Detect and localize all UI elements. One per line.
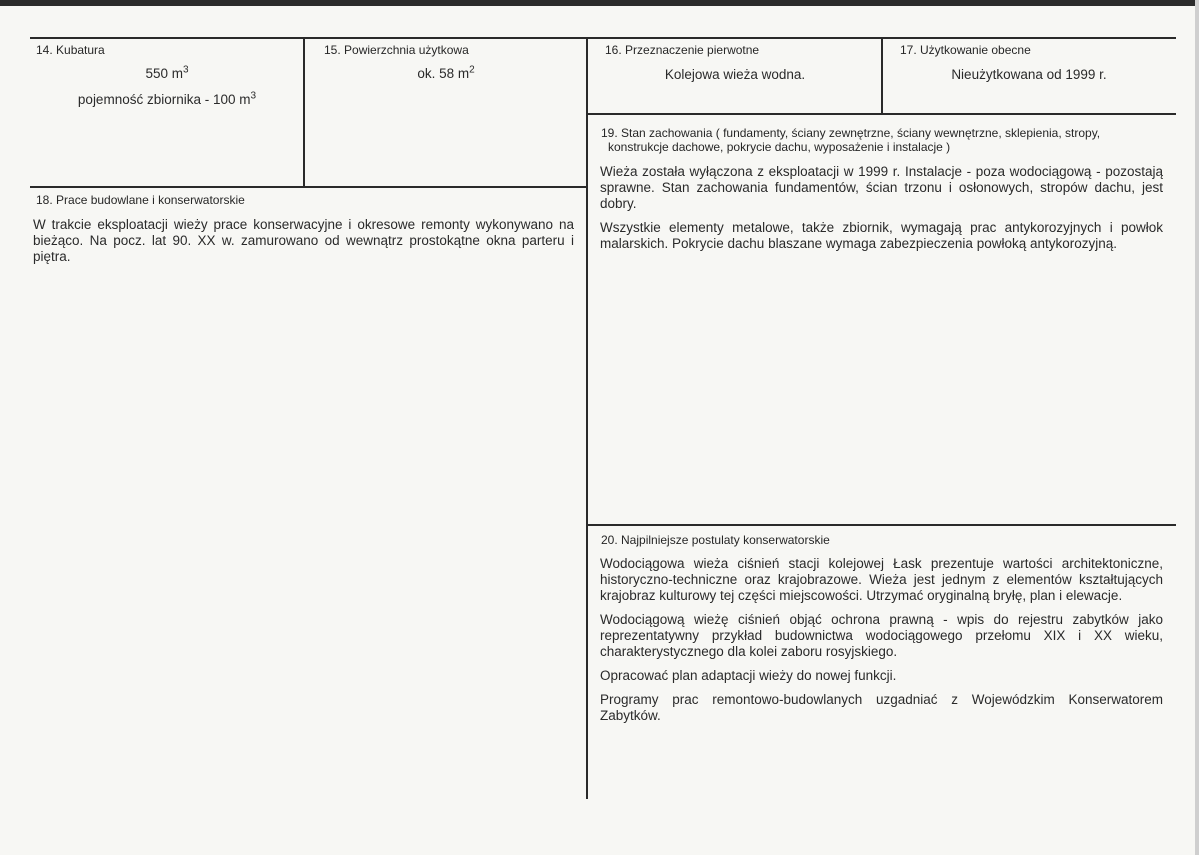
field-20-label: 20. Najpilniejsze postulaty konserwatorskie bbox=[601, 533, 830, 547]
field-14-volume-text: 550 m bbox=[145, 66, 183, 81]
field-20-text bbox=[600, 556, 1163, 732]
field-18-paragraph: W trakcie eksploatacji wieży prace konserwacyjne i okresowe remonty wykonywano na bieżąco. Na pocz. lat 90. XX w. zamurowano od wewnątrz prostokątne okna parteru i piętra. bbox=[33, 217, 574, 264]
divider-16-17 bbox=[881, 37, 883, 114]
field-18-text bbox=[33, 217, 574, 273]
field-19-text bbox=[600, 164, 1163, 260]
field-19-paragraph: Wszystkie elementy metalowe, także zbiornik, wymagają prac antykorozyjnych i powłok malarskich. Pokrycie dachu blaszane wymaga zabezpieczenia powłoką antykorozyjną. bbox=[600, 220, 1163, 251]
divider-16-19 bbox=[586, 113, 1176, 115]
field-20-paragraph: Programy prac remontowo-budowlanych uzgadniać z Wojewódzkim Konserwatorem Zabytków. bbox=[600, 692, 1163, 723]
field-14-label: 14. Kubatura bbox=[36, 43, 105, 57]
field-14-tank-exp: 3 bbox=[250, 90, 257, 102]
field-18-label: 18. Prace budowlane i konserwatorskie bbox=[36, 193, 245, 207]
field-17-value: Nieużytkowana od 1999 r. bbox=[951, 67, 1107, 82]
field-14-volume bbox=[36, 65, 298, 82]
field-19-label bbox=[601, 126, 1161, 154]
divider-14-15 bbox=[303, 37, 305, 187]
field-15-value-exp: 2 bbox=[469, 64, 475, 76]
divider-19-20 bbox=[586, 524, 1176, 526]
field-14-volume-exp: 3 bbox=[182, 64, 189, 76]
field-16-value: Kolejowa wieża wodna. bbox=[664, 67, 806, 82]
divider-left-right bbox=[586, 37, 588, 799]
field-15-label: 15. Powierzchnia użytkowa bbox=[324, 43, 469, 57]
field-19-paragraph: Wieża została wyłączona z eksploatacji w 1999 r. Instalacje - poza wodociągową - pozostają sprawne. Stan zachowania fundamentów, ścian trzonu i osłonowych, stropów dachu, jest dobry. bbox=[600, 164, 1163, 211]
field-19-label-line2: konstrukcje dachowe, pokrycie dachu, wyposażenie i instalacje ) bbox=[608, 140, 951, 154]
field-14-tank-text: pojemność zbiornika - 100 m bbox=[77, 92, 251, 107]
field-20-paragraph: Wodociągowa wieża ciśnień stacji kolejowej Łask prezentuje wartości architektoniczne, historyczno-techniczne oraz krajobrazowe. Wieża jest jednym z elementów kształtujących krajobraz kulturowy tej części miejscowości. Utrzymać oryginalną bryłę, plan i elewacje. bbox=[600, 556, 1163, 603]
field-15-value bbox=[310, 65, 582, 82]
field-16-label: 16. Przeznaczenie pierwotne bbox=[605, 43, 760, 57]
field-15-value-text: ok. 58 m bbox=[417, 66, 470, 81]
field-17-label: 17. Użytkowanie obecne bbox=[900, 43, 1031, 57]
field-20-paragraph: Wodociągową wieżę ciśnień objąć ochrona prawną - wpis do rejestru zabytków jako reprezentatywny przykład budownictwa wodociągowego przełomu XIX i XX wieku, charakterystycznego dla kolei zaboru rosyjskiego. bbox=[600, 612, 1163, 659]
field-20-paragraph: Opracować plan adaptacji wieży do nowej funkcji. bbox=[600, 668, 897, 683]
scan-top-edge bbox=[0, 0, 1199, 6]
field-19-label-line1: 19. Stan zachowania ( fundamenty, ściany zewnętrzne, ściany wewnętrzne, sklepienia, stropy, bbox=[601, 126, 1101, 140]
form-top-border bbox=[30, 37, 1176, 39]
scan-right-edge bbox=[1195, 0, 1199, 855]
divider-14-18 bbox=[30, 186, 588, 188]
field-14-tank bbox=[36, 91, 298, 108]
